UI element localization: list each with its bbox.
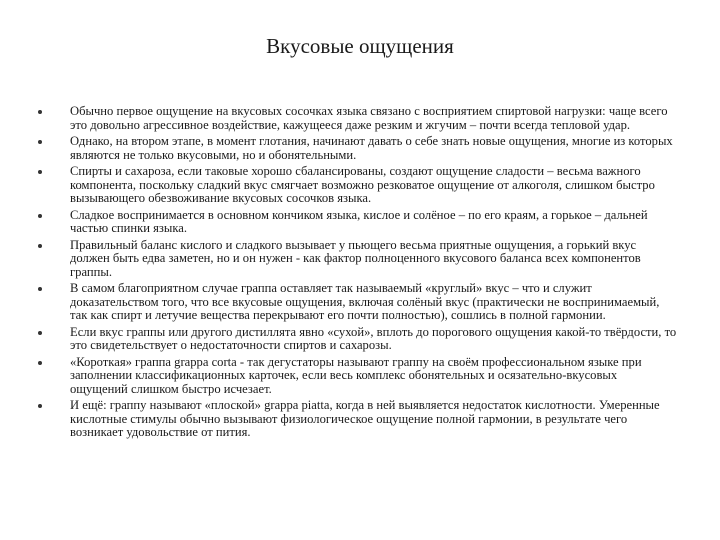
- bullet-dot-icon: [38, 110, 42, 114]
- bullet-text: Если вкус граппы или другого дистиллята явно «сухой», вплоть до порогового ощущения какой-то твёрдости, то это свидетельствует о недостаточности спиртов и сахарозы.: [70, 324, 677, 352]
- list-item: [38, 135, 678, 162]
- list-item: [38, 165, 678, 206]
- bullet-list: [38, 105, 678, 443]
- list-item: [38, 105, 678, 132]
- list-item: [38, 239, 678, 280]
- bullet-dot-icon: [38, 140, 42, 144]
- list-item: [38, 282, 678, 323]
- slide-title: Вкусовые ощущения: [266, 34, 454, 58]
- bullet-text: Правильный баланс кислого и сладкого вызывает у пьющего весьма приятные ощущения, а горький вкус должен быть едва заметен, но и он нужен - как фактор полноценного вкусового баланса всех компонентов граппы.: [70, 237, 641, 279]
- bullet-text: И ещё: граппу называют «плоской» grappa piatta, когда в ней выявляется недостаток кислотности. Умеренные кислотные стимулы обычно вызывают физиологическое ощущение полной гармонии, в результате чего возникает удовольствие от пития.: [70, 398, 660, 439]
- bullet-text: В самом благоприятном случае граппа оставляет так называемый «круглый» вкус – что и служит доказательством того, что все вкусовые ощущения, включая солёный вкус (практически не воспринимаемый, так как спирт и летучие вещества перекрывают его почти полностью), сошлись в полной гармонии.: [70, 281, 660, 322]
- bullet-dot-icon: [38, 170, 42, 174]
- bullet-dot-icon: [38, 404, 42, 408]
- bullet-text: Спирты и сахароза, если таковые хорошо сбалансированы, создают ощущение сладости – весьма важного компонента, поскольку сладкий вкус смягчает возможно резковатое ощущение от алкоголя, слишком быстро вызывающего обезвоживание вкусовых сосочков языка.: [70, 164, 655, 205]
- bullet-text: Сладкое воспринимается в основном кончиком языка, кислое и солёное – по его краям, а горькое – дальней частью спинки языка.: [70, 207, 648, 235]
- bullet-dot-icon: [38, 361, 42, 365]
- bullet-dot-icon: [38, 331, 42, 335]
- list-item: [38, 326, 678, 353]
- bullet-dot-icon: [38, 244, 42, 248]
- bullet-text: «Короткая» граппа grappa corta - так дегустаторы называют граппу на своём профессиональном языке при заполнении классификационных карточек, если весь комплекс обонятельных и осязательно-вкусовых ощущений слишком быстро исчезает.: [70, 354, 642, 396]
- list-item: [38, 209, 678, 236]
- list-item: [38, 356, 678, 397]
- bullet-dot-icon: [38, 214, 42, 218]
- bullet-text: Однако, на втором этапе, в момент глотания, начинают давать о себе знать новые ощущения, многие из которых являются не только вкусовыми, но и обонятельными.: [70, 134, 673, 162]
- bullet-text: Обычно первое ощущение на вкусовых сосочках языка связано с восприятием спиртовой нагрузки: чаще всего это довольно агрессивное воздействие, кажущееся даже резким и жгучим – почти всегда тепловой удар.: [70, 104, 668, 132]
- bullet-dot-icon: [38, 287, 42, 291]
- list-item: [38, 399, 678, 440]
